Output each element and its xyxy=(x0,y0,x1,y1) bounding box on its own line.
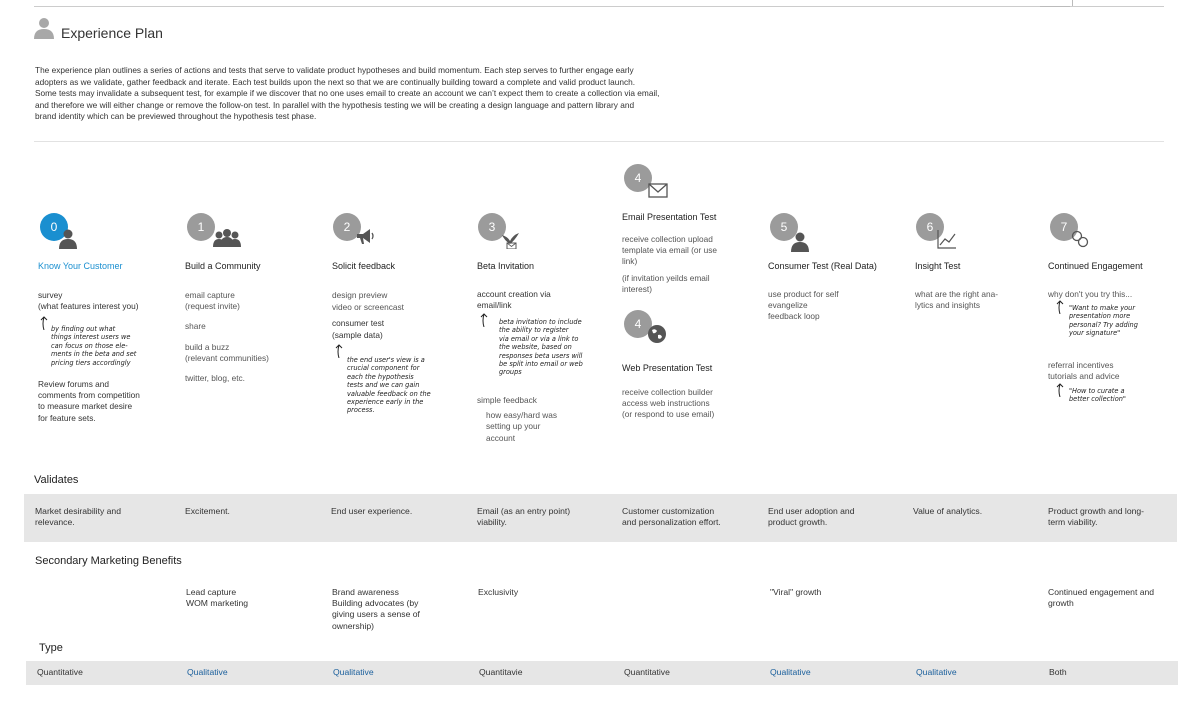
note-line: the website, based on xyxy=(499,343,572,352)
megaphone-icon xyxy=(355,226,375,246)
step-item: use product for self xyxy=(768,289,839,299)
note-line: beta invitation to include xyxy=(499,318,582,326)
step-item: build a buzz xyxy=(185,341,230,352)
step-item: (sample data) xyxy=(332,329,383,340)
step-title: Continued Engagement xyxy=(1048,261,1143,271)
intro-paragraph xyxy=(35,65,795,123)
note-line: via email or via a link to xyxy=(499,334,579,343)
step-title: Build a Community xyxy=(185,261,261,271)
cell-line: Continued engagement and xyxy=(1048,587,1155,597)
note-arrow-icon xyxy=(480,313,488,327)
cell-line: Lead capture xyxy=(186,587,237,597)
note-line: ments in the beta and set xyxy=(51,350,137,359)
top-tab-fragment xyxy=(1040,0,1070,7)
cell-line: viability. xyxy=(477,517,507,528)
step-number-badge: 4 xyxy=(624,164,652,192)
divider xyxy=(34,141,1164,142)
validates-heading: Validates xyxy=(34,474,79,486)
marketing-cell xyxy=(332,587,420,632)
validates-cell xyxy=(768,506,854,528)
step-item: to measure market desire xyxy=(38,401,133,412)
note-line: better collection" xyxy=(1069,395,1126,404)
step-items xyxy=(38,379,140,424)
note-line: tests and we can gain xyxy=(347,381,420,390)
note-line: responses beta users will xyxy=(499,351,583,360)
note-line: your signature" xyxy=(1069,329,1121,338)
step-item: referral incentives xyxy=(1048,360,1114,370)
cell-line: Brand awareness xyxy=(332,587,399,597)
step-number-badge: 0 xyxy=(40,213,68,241)
step-items xyxy=(622,234,717,295)
step-item: template via email (or use xyxy=(622,245,717,256)
validates-cell xyxy=(913,506,982,517)
cell-line: Product growth and long- xyxy=(1048,506,1145,516)
step-item: interest) xyxy=(622,283,652,294)
cell-line: End user experience. xyxy=(331,506,413,516)
cell-line: relevance. xyxy=(35,517,75,528)
note-line: valuable feedback on the xyxy=(347,389,431,398)
step-item: video or screencast xyxy=(332,302,404,313)
step-number-badge: 2 xyxy=(333,213,361,241)
type-cell: Quantitavie xyxy=(479,667,523,677)
step-title: Email Presentation Test xyxy=(622,212,717,222)
step-title: Insight Test xyxy=(915,261,961,271)
handwritten-note xyxy=(51,325,136,367)
note-line: the end user's view is a xyxy=(347,356,425,364)
cell-line: Customer customization xyxy=(622,506,715,516)
note-line: can focus on those ele- xyxy=(51,341,128,350)
type-cell: Qualitative xyxy=(770,667,811,677)
step-number-badge: 5 xyxy=(770,213,798,241)
step-items xyxy=(332,290,404,341)
step-items xyxy=(915,289,998,311)
step-items xyxy=(38,290,139,312)
cell-line: Email (as an entry point) xyxy=(477,506,571,516)
handwritten-note xyxy=(347,356,431,415)
step-item: why don't you try this... xyxy=(1048,289,1133,299)
cell-line: growth xyxy=(1048,598,1074,609)
note-line: the ability to register xyxy=(499,326,569,335)
step-title: Consumer Test (Real Data) xyxy=(768,261,877,271)
step-items xyxy=(477,395,557,444)
step-item: (what features interest you) xyxy=(38,301,139,312)
note-line: process. xyxy=(347,406,375,415)
cell-line: WOM marketing xyxy=(186,598,249,609)
group-icon xyxy=(211,227,241,247)
step-title: Solicit feedback xyxy=(332,261,396,271)
note-line: "How to curate a xyxy=(1069,387,1125,395)
step-item: (request invite) xyxy=(185,301,240,312)
step-item: account creation via xyxy=(477,289,551,299)
person-icon xyxy=(790,232,810,252)
cell-line: End user adoption and xyxy=(768,506,855,516)
step-item: how easy/hard was xyxy=(486,410,558,421)
marketing-cell xyxy=(770,587,821,598)
step-item: design preview xyxy=(332,290,388,300)
note-line: personal? Try adding xyxy=(1069,320,1138,329)
validates-band xyxy=(24,494,1177,542)
cell-line: term viability. xyxy=(1048,517,1098,528)
step-item: consumer test xyxy=(332,318,385,329)
step-number-badge: 6 xyxy=(916,213,944,241)
step-item: share xyxy=(185,321,206,332)
note-line: crucial component for xyxy=(347,364,420,373)
step-item: account xyxy=(486,432,516,443)
step-items xyxy=(622,387,714,421)
page-title: Experience Plan xyxy=(61,25,163,41)
step-items xyxy=(768,289,839,323)
cell-line: Building advocates (by xyxy=(332,598,419,609)
envelope-icon xyxy=(648,180,668,200)
handwritten-note xyxy=(499,318,583,377)
note-line: groups xyxy=(499,368,522,377)
step-items xyxy=(477,289,551,311)
note-line: presentation more xyxy=(1069,312,1131,321)
globe-icon xyxy=(647,324,667,344)
cell-line: ownership) xyxy=(332,620,375,631)
intro-line: and therefore we will either change or remove the follow-on test. In parallel with the hypothesis testing we will be creating a design language and pattern library and xyxy=(35,99,635,110)
intro-line: Some tests may invalidate a subsequent test, for example if we discover that no one uses email to create an account we can’t expect them to create a collection via email, xyxy=(35,88,660,99)
marketing-cell xyxy=(186,587,248,609)
note-line: by finding out what xyxy=(51,325,116,333)
step-items xyxy=(185,290,269,384)
type-cell: Qualitative xyxy=(916,667,957,677)
note-arrow-icon xyxy=(1056,300,1064,314)
step-number-badge: 4 xyxy=(624,310,652,338)
step-item: evangelize xyxy=(768,300,808,311)
step-title: Web Presentation Test xyxy=(622,363,713,373)
step-item: access web instructions xyxy=(622,398,710,409)
step-items xyxy=(1048,360,1120,382)
marketing-cell xyxy=(1048,587,1154,609)
validates-cell xyxy=(622,506,721,528)
intro-line: The experience plan outlines a series of actions and tests that serve to validate product hypotheses and build momentum. Each step serves to further engage early xyxy=(35,65,634,75)
validates-cell xyxy=(185,506,230,517)
step-item: link) xyxy=(622,256,638,267)
note-arrow-icon xyxy=(1056,383,1064,397)
validates-cell xyxy=(477,506,570,528)
note-line: be split into email or web xyxy=(499,360,583,369)
step-item: Review forums and xyxy=(38,379,110,389)
cell-line: Value of analytics. xyxy=(913,506,983,516)
step-item: (relevant communities) xyxy=(185,352,269,363)
step-item: receive collection upload xyxy=(622,234,713,244)
validates-cell xyxy=(1048,506,1144,528)
type-cell: Quantitative xyxy=(37,667,83,677)
step-item: twitter, blog, etc. xyxy=(185,373,245,384)
validates-cell xyxy=(35,506,121,528)
person-icon xyxy=(34,17,54,39)
cell-line: Excitement. xyxy=(185,506,230,516)
type-cell: Both xyxy=(1049,667,1067,677)
type-cell: Quantitative xyxy=(624,667,670,677)
intro-line: adopters as we validate, gather feedback and iterate. Each test builds upon the next so that we are continually building toward a complete and valid product launch. xyxy=(35,76,636,87)
chart-icon xyxy=(937,229,957,249)
note-line: pricing tiers accordingly xyxy=(51,358,131,367)
note-line: things interest users we xyxy=(51,333,131,342)
top-tab-divider xyxy=(1072,0,1073,6)
note-line: "Want to make your xyxy=(1069,304,1136,312)
step-number-badge: 3 xyxy=(478,213,506,241)
cell-line: giving users a sense of xyxy=(332,609,420,620)
link-icon xyxy=(1070,229,1090,249)
step-item: comments from competition xyxy=(38,390,140,401)
cell-line: Market desirability and xyxy=(35,506,121,516)
type-cell: Qualitative xyxy=(333,667,374,677)
note-line: experience early in the xyxy=(347,398,424,407)
type-heading: Type xyxy=(39,642,63,654)
marketing-cell xyxy=(478,587,518,598)
handwritten-note xyxy=(1069,304,1138,338)
type-cell: Qualitative xyxy=(187,667,228,677)
step-item: feedback loop xyxy=(768,311,820,322)
cell-line: and personalization effort. xyxy=(622,517,721,528)
note-arrow-icon xyxy=(335,344,343,358)
step-item: tutorials and advice xyxy=(1048,371,1120,382)
step-number-badge: 1 xyxy=(187,213,215,241)
step-item: (if invitation yeilds email xyxy=(622,272,710,283)
step-item: survey xyxy=(38,290,63,300)
handwritten-note xyxy=(1069,387,1126,404)
marketing-heading: Secondary Marketing Benefits xyxy=(35,555,182,567)
step-item: for feature sets. xyxy=(38,412,96,423)
step-item: setting up your xyxy=(486,421,541,432)
person-icon xyxy=(58,229,78,249)
step-item: receive collection builder xyxy=(622,387,713,397)
note-line: each the hypothesis xyxy=(347,372,414,381)
note-arrow-icon xyxy=(40,316,48,330)
step-title: Know Your Customer xyxy=(38,261,123,271)
step-title: Beta Invitation xyxy=(477,261,535,271)
step-item: (or respond to use email) xyxy=(622,409,715,420)
cell-line: "Viral" growth xyxy=(770,587,822,597)
intro-line: brand identity which can be previewed throughout the hypothesis test phase. xyxy=(35,111,317,122)
top-rule xyxy=(34,6,1164,7)
step-item: what are the right ana- xyxy=(915,289,999,299)
step-number-badge: 7 xyxy=(1050,213,1078,241)
step-item: email capture xyxy=(185,290,235,300)
step-item: email/link xyxy=(477,300,512,311)
step-item: lytics and insights xyxy=(915,300,981,311)
validates-cell xyxy=(331,506,412,517)
dove-envelope-icon xyxy=(500,229,520,249)
step-item: simple feedback xyxy=(477,395,537,405)
cell-line: product growth. xyxy=(768,517,828,528)
cell-line: Exclusivity xyxy=(478,587,519,597)
